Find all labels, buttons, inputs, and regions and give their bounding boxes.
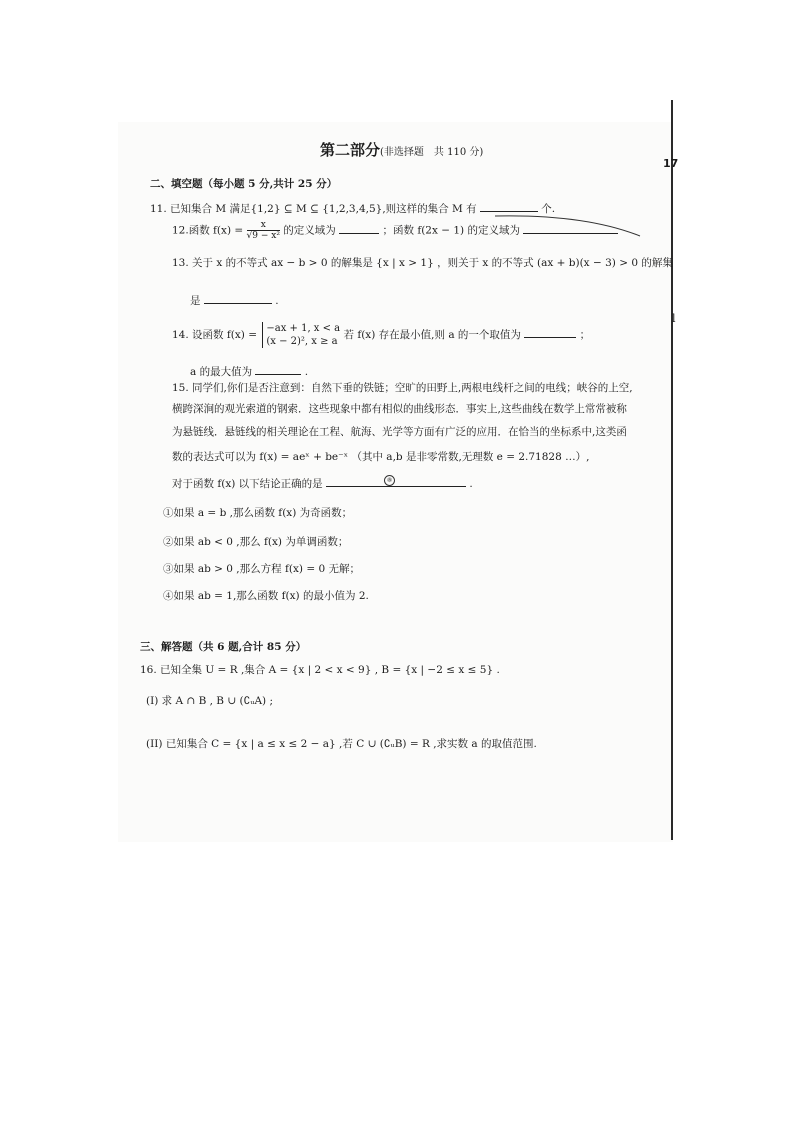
question-15-line-4: 数的表达式可以为 f(x) = aeˣ + be⁻ˣ （其中 a,b 是非零常数,无理数 e = 2.71828 …）, [172, 451, 590, 463]
question-15-line-3: 为悬链线．悬链线的相关理论在工程、航海、光学等方面有广泛的应用．在恰当的坐标系中,这类函 [172, 426, 627, 438]
q12-domain-label: 的定义域为 [283, 224, 336, 237]
question-13: 13. 关于 x 的不等式 ax − b > 0 的解集是 {x | x > 1} ，则关于 x 的不等式 (ax + b)(x − 3) > 0 的解集 [172, 257, 673, 269]
part-title [320, 143, 483, 160]
question-14 [172, 322, 590, 348]
q12-answer-blank-1[interactable] [339, 222, 379, 234]
part-title-note: (非选择题 共 110 分) [380, 147, 484, 158]
option-3: ③如果 ab > 0 ,那么方程 f(x) = 0 无解； [163, 563, 360, 575]
q13-answer-blank[interactable] [204, 292, 272, 304]
q14-max-label: a 的最大值为 [190, 366, 253, 378]
page-number: 17 [663, 157, 679, 170]
q15-prompt: 对于函数 f(x) 以下结论正确的是 [172, 478, 323, 490]
q11-answer-blank[interactable] [480, 200, 538, 212]
q13-prefix: 是 [190, 295, 201, 307]
q14-answer-blank-2[interactable] [255, 363, 301, 375]
q12-fraction [247, 220, 280, 241]
q14-prefix: 14. 设函数 f(x) = [172, 329, 258, 341]
q12-second-part: ；函数 f(2x − 1) 的定义域为 [382, 224, 520, 237]
page-edge-line [671, 100, 673, 840]
q14-piecewise [262, 322, 340, 348]
stamp-mark: ⑧ [384, 475, 395, 486]
question-15-line-1: 15. 同学们,你们是否注意到：自然下垂的铁链；空旷的田野上,两根电线杆之间的电线；峡谷的上空, [172, 382, 633, 394]
section3-heading: 三、解答题（共 6 题,合计 85 分） [140, 641, 307, 653]
side-mark: l [672, 312, 676, 325]
question-16: 16. 已知全集 U = R ,集合 A = {x | 2 < x < 9} , B = {x | −2 ≤ x ≤ 5} . [140, 664, 500, 676]
q14-end: . [304, 366, 309, 378]
part-title-main: 第二部分 [320, 141, 381, 159]
question-16-part-2: (II) 已知集合 C = {x | a ≤ x ≤ 2 − a} ,若 C ∪ (∁ᵤB) = R ,求实数 a 的取值范围. [146, 738, 537, 750]
option-2: ②如果 ab < 0 ,那么 f(x) 为单调函数； [163, 536, 349, 548]
q12-denominator: √9 − x² [246, 231, 280, 241]
pen-curve-mark [490, 212, 650, 242]
option-4: ④如果 ab = 1,那么函数 f(x) 的最小值为 2. [163, 590, 369, 602]
q14-condition: 若 f(x) 存在最小值,则 a 的一个取值为 [343, 329, 521, 341]
q11-tail: 个. [541, 203, 556, 215]
q14-case-2: (x − 2)², x ≥ a [266, 336, 338, 347]
q13-end: . [275, 295, 279, 307]
question-15-line-2: 横跨深涧的观光索道的钢索．这些现象中都有相似的曲线形态．事实上,这些曲线在数学上常常被称 [172, 403, 627, 415]
q14-sep: ； [579, 329, 591, 341]
question-15-line-5 [172, 475, 473, 491]
option-1: ①如果 a = b ,那么函数 f(x) 为奇函数； [163, 507, 353, 519]
question-16-part-1: (I) 求 A ∩ B , B ∪ (∁ᵤA) ; [146, 695, 274, 707]
question-14-cont [190, 363, 308, 379]
q12-numerator: x [247, 220, 280, 231]
question-13-cont [190, 292, 279, 308]
q11-text: 11. 已知集合 M 满足{1,2} ⊆ M ⊆ {1,2,3,4,5},则这样的集合 M 有 [150, 203, 477, 215]
q14-case-1: −ax + 1, x < a [266, 323, 341, 334]
q15-answer-blank[interactable] [326, 475, 466, 487]
q15-end: . [469, 478, 473, 490]
q12-prefix: 12.函数 f(x) = [172, 224, 244, 237]
section2-heading: 二、填空题（每小题 5 分,共计 25 分） [150, 178, 338, 190]
q14-answer-blank-1[interactable] [524, 326, 576, 338]
